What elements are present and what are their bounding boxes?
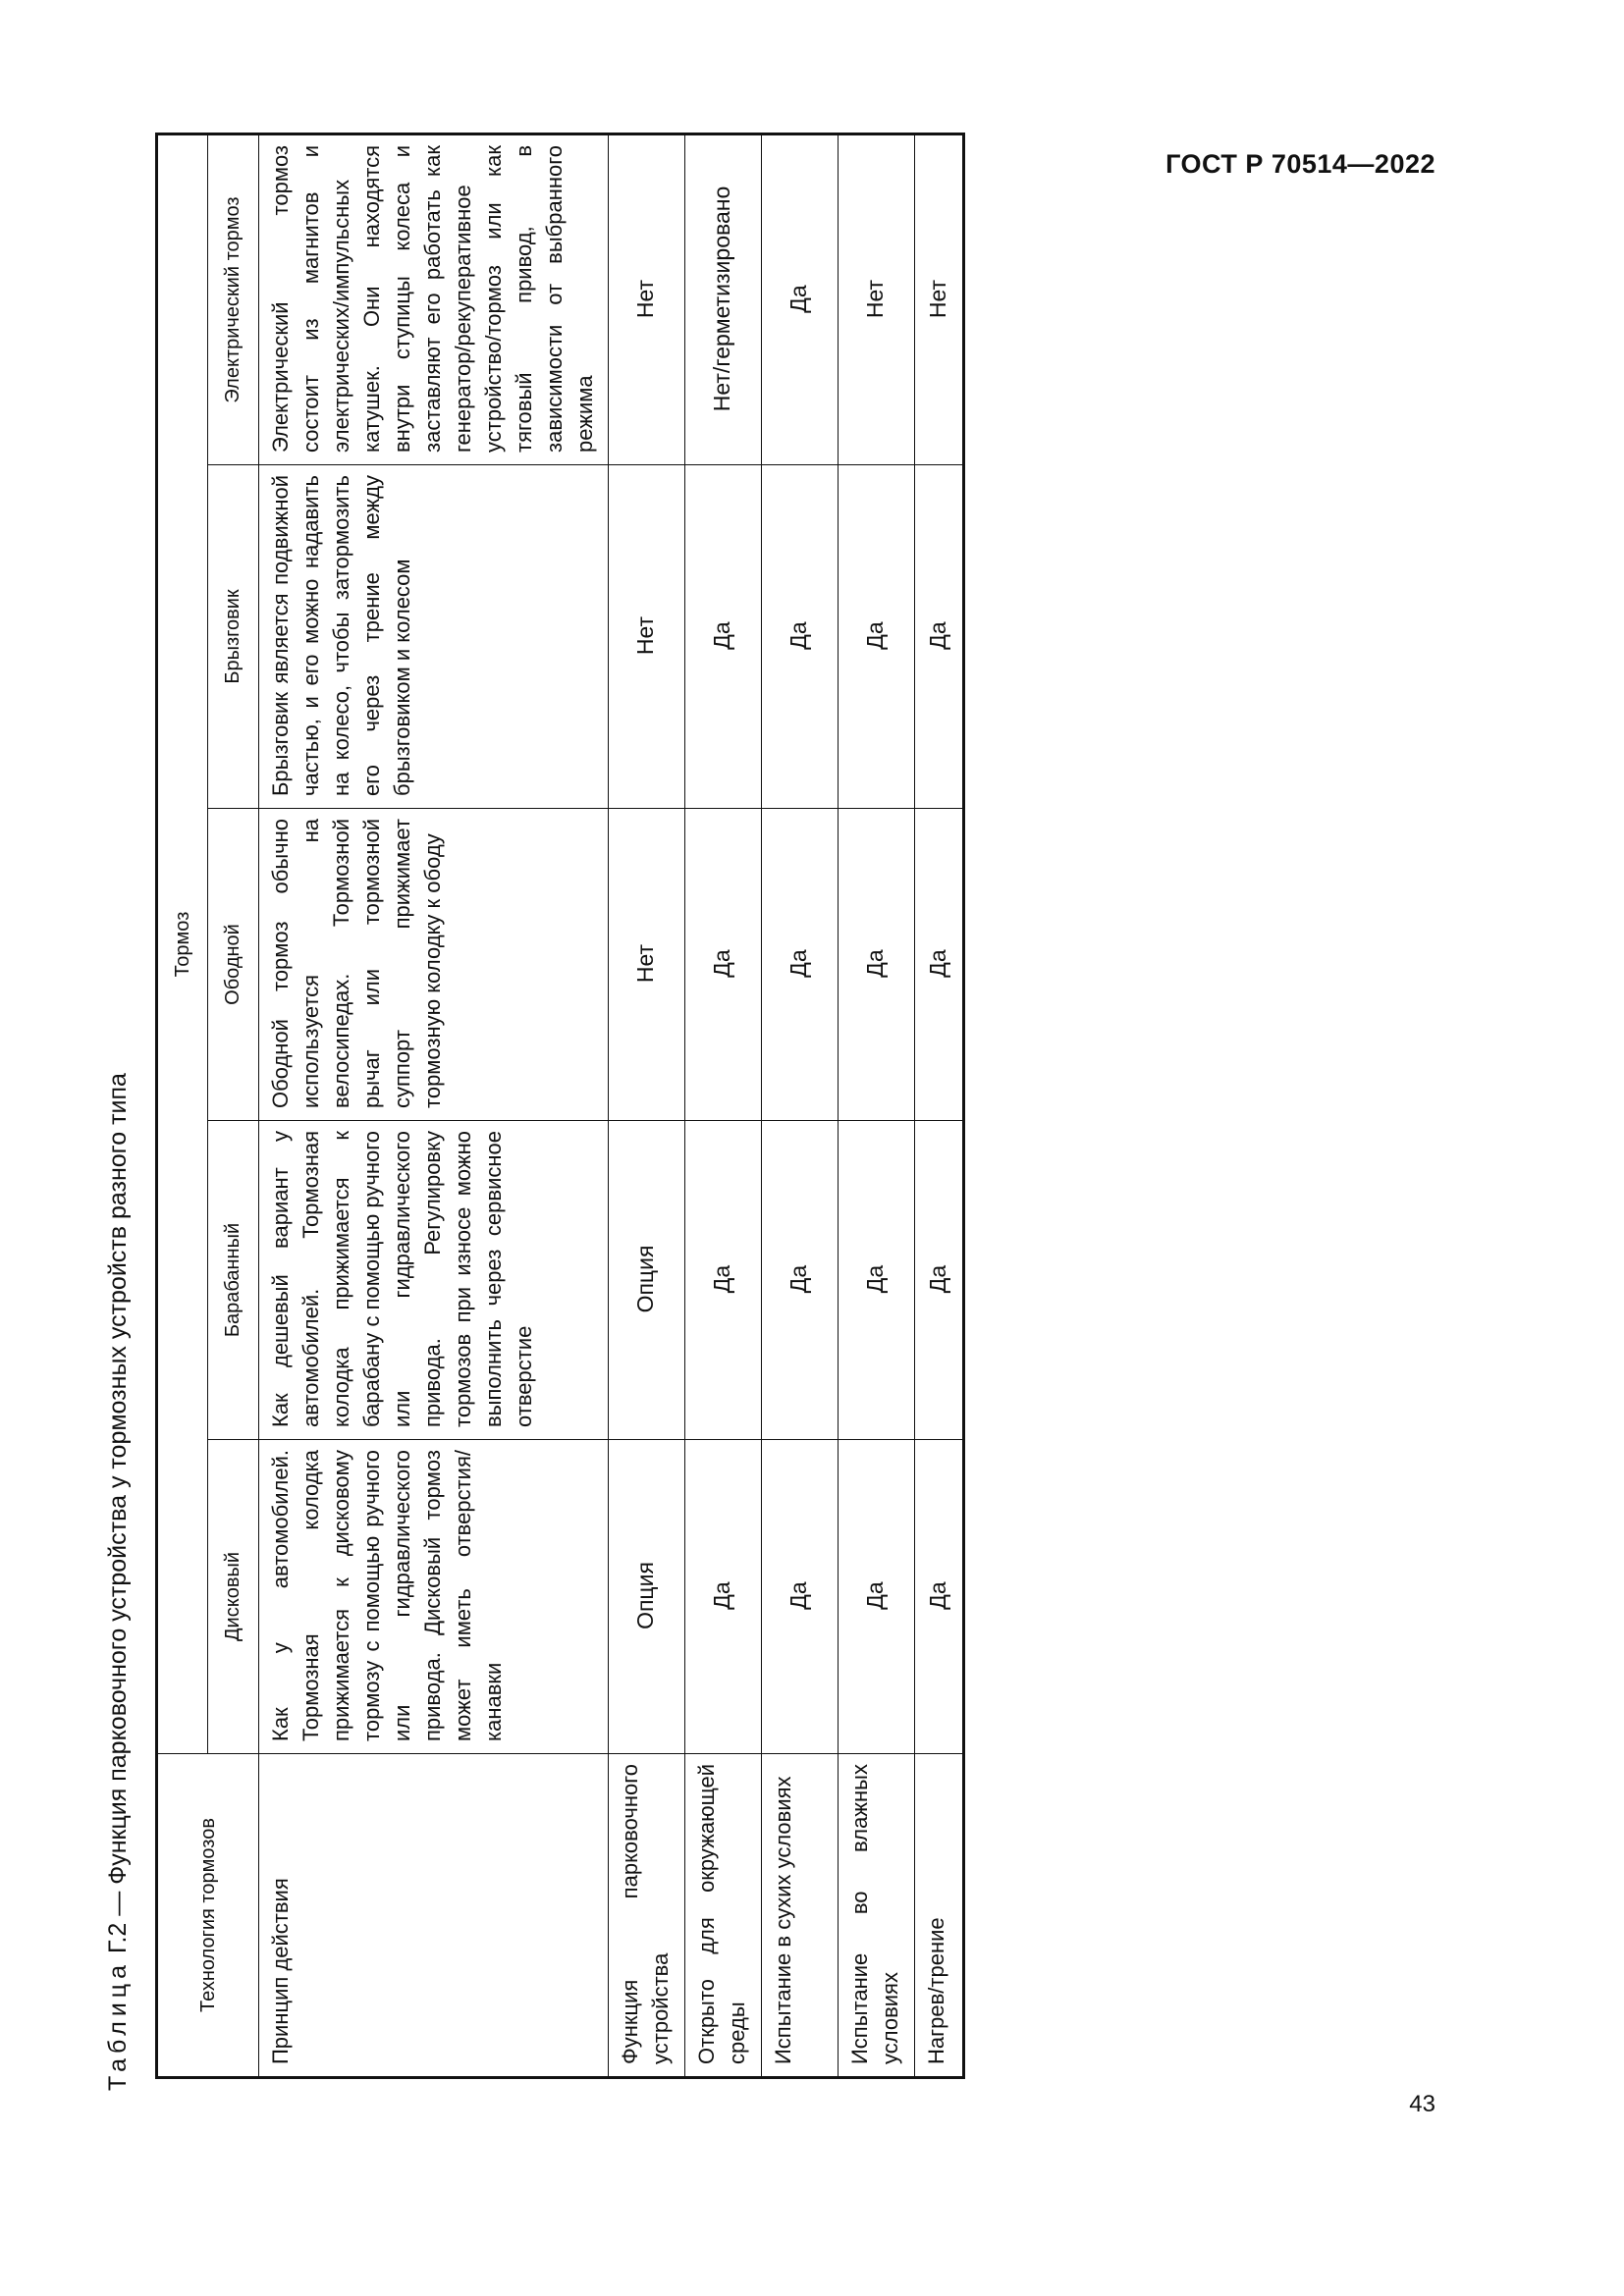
header-group: Тормоз [157, 133, 208, 1753]
table-cell: Опция [609, 1440, 685, 1754]
table-cell: Да [915, 465, 964, 809]
table-cell: Да [915, 1440, 964, 1754]
table-cell: Нет [609, 133, 685, 464]
column-header: Электрический тормоз [208, 133, 259, 464]
table-row [915, 133, 964, 2077]
table-cell: Да [839, 465, 915, 809]
table-cell: Да [685, 1121, 762, 1440]
table-cell: Нет [839, 133, 915, 464]
table-row [685, 133, 762, 2077]
row-label: Нагрев/трение [915, 1754, 964, 2078]
table-row [609, 133, 685, 2077]
page-number: 43 [1409, 2091, 1435, 2117]
table-cell: Да [839, 809, 915, 1121]
table-cell: Как дешевый вариант у автомобилей. Тормозная колодка прижимается к барабану с помощью ручного или гидравлического привода. Регулировку тормозов при износе можно выполнить через сервисное отверстие [259, 1121, 609, 1440]
table-cell: Да [762, 1440, 839, 1754]
table-row [762, 133, 839, 2077]
table-header-row-group [157, 133, 208, 2077]
column-header: Дисковый [208, 1440, 259, 1754]
table-cell: Да [762, 1121, 839, 1440]
table-row [259, 133, 609, 2077]
table-caption [98, 1073, 157, 2091]
table-caption-label: Таблица [104, 1959, 132, 2091]
table-caption-text: Г.2 — Функция парковочного устройства у тормозных устройств разного типа [104, 1073, 132, 1954]
table-cell: Да [762, 809, 839, 1121]
table-cell: Нет/герметизировано [685, 133, 762, 464]
column-header: Барабанный [208, 1121, 259, 1440]
row-label: Принцип действия [259, 1754, 609, 2078]
table-cell: Да [685, 1440, 762, 1754]
table-cell: Да [685, 809, 762, 1121]
table-cell: Нет [915, 133, 964, 464]
table-cell: Да [685, 465, 762, 809]
table-cell: Да [839, 1121, 915, 1440]
brake-comparison-table [155, 133, 965, 2079]
table-cell: Опция [609, 1121, 685, 1440]
table-cell: Да [915, 809, 964, 1121]
row-label: Открыто для окружающей среды [685, 1754, 762, 2078]
row-label: Испытание в сухих условиях [762, 1754, 839, 2078]
table-cell: Да [839, 1440, 915, 1754]
table-cell: Как у автомобилей. Тормозная колодка прижимается к дисковому тормозу с помощью ручного или гидравлического привода. Дисковый тормоз может иметь отверстия/канавки [259, 1440, 609, 1754]
table-cell: Ободной тормоз обычно используется на велосипедах. Тормозной рычаг или тормозной суппорт прижимает тормозную колодку к ободу [259, 809, 609, 1121]
table-cell: Брызговик является подвижной частью, и его можно надавить на колесо, чтобы затормозить его через трение между брызговиком и колесом [259, 465, 609, 809]
table-cell: Электрический тормоз состоит из магнитов и электрических/импульсных катушек. Они находятся внутри ступицы колеса и заставляют его работать как генератор/рекуперативное устройство/тормоз или как тяговый привод, в зависимости от выбранного режима [259, 133, 609, 464]
column-header: Брызговик [208, 465, 259, 809]
row-label: Испытание во влажных условиях [839, 1754, 915, 2078]
table-cell: Нет [609, 809, 685, 1121]
document-standard-code: ГОСТ Р 70514—2022 [1165, 149, 1435, 179]
rotated-table-region [98, 144, 962, 2091]
row-label: Функция парковочного устройства [609, 1754, 685, 2078]
table-cell: Да [762, 133, 839, 464]
table-cell: Да [762, 465, 839, 809]
table-cell: Да [915, 1121, 964, 1440]
header-corner: Технология тормозов [157, 1754, 259, 2078]
table-row [839, 133, 915, 2077]
column-header: Ободной [208, 809, 259, 1121]
table-cell: Нет [609, 465, 685, 809]
